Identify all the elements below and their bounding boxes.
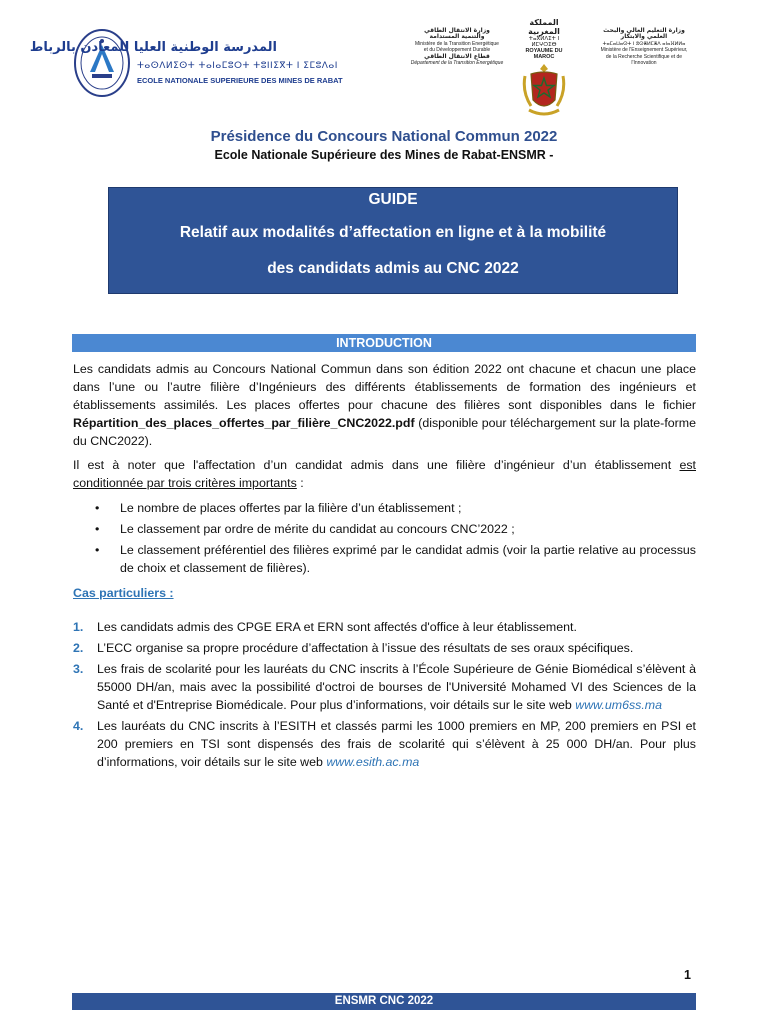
ministry-energy-arabic-1: وزارة الانتقال الطاقي [424, 27, 490, 34]
coat-of-arms-icon [521, 62, 567, 120]
special-cases-title: Cas particuliers : [73, 586, 174, 600]
ministry-energy-french-3: Département de la Transition Energétique [410, 60, 504, 67]
ministry-higher-ed-logo [596, 28, 692, 66]
item-number: 3. [73, 662, 84, 676]
criteria-emphasis: est conditionnée par trois critères importants [73, 458, 696, 490]
ministry-energy-french-1: Ministère de la Transition Energétique [415, 40, 499, 47]
ministry-energy-arabic-2: والتنمية المستدامة [429, 33, 485, 41]
ministry-higher-ed-arabic: وزارة التعليم العالي والبحث العلمي والابتكار [603, 27, 685, 41]
criteria-list [95, 499, 696, 580]
guide-subtitle-line-2: des candidats admis au CNC 2022 [267, 260, 519, 277]
places-file-name: Répartition_des_places_offertes_par_filière_CNC2022.pdf [73, 416, 415, 430]
um6ss-website-link[interactable]: www.um6ss.ma [575, 698, 663, 712]
introduction-heading: INTRODUCTION [72, 334, 696, 352]
guide-title: GUIDE [368, 191, 418, 208]
presidency-title: Présidence du Concours National Commun 2022 [210, 128, 558, 145]
criteria-text: Le nombre de places offertes par la filière d’un établissement ; [120, 501, 462, 515]
ensmr-arabic-name: المدرسة الوطنية العليا للمعادن بالرباط [29, 40, 277, 55]
list-item [95, 499, 696, 517]
footer-bar: ENSMR CNC 2022 [72, 993, 696, 1010]
list-item [73, 717, 696, 771]
kingdom-logo [516, 18, 572, 120]
kingdom-french: ROYAUME DU MAROC [525, 48, 563, 60]
ensmr-french-name: ECOLE NATIONALE SUPERIEURE DES MINES DE RABAT [137, 76, 343, 85]
ensmr-emblem-icon [73, 28, 131, 98]
criteria-text: Le classement préférentiel des filières exprimé par le candidat admis (voir la partie relative au processus de choix et classement de filières). [120, 543, 696, 575]
item-number: 4. [73, 719, 84, 733]
list-item [95, 520, 696, 538]
bullet-icon: • [95, 501, 100, 515]
school-subtitle: Ecole Nationale Supérieure des Mines de Rabat-ENSMR - [214, 148, 554, 162]
kingdom-tifinagh: ⵜⴰⴳⵍⴷⵉⵜ ⵏ ⵍⵎⵖⵔⵉⴱ [528, 36, 560, 48]
intro-paragraph-2-text-b: : [296, 476, 304, 490]
special-case-text: L’ECC organise sa propre procédure d’affectation à l’issue des résultats de ses oraux spécifiques. [97, 641, 634, 655]
special-case-text: Les candidats admis des CPGE ERA et ERN sont affectés d'office à leur établissement. [97, 620, 577, 634]
list-item [95, 541, 696, 577]
page-number: 1 [684, 968, 691, 982]
bullet-icon: • [95, 522, 100, 536]
guide-banner [108, 187, 678, 294]
special-case-text: Les frais de scolarité pour les lauréats du CNC inscrits à l’École Supérieure de Génie Biomédical s’élèvent à 55000 DH/an, mais avec la possibilité d'octroi de bourses de l'Université Mohamed VI des Sciences de la Santé et d'Entreprise Biomédicale. Pour plus d’informations, voir détails sur le site web [97, 662, 696, 712]
item-number: 1. [73, 620, 84, 634]
bullet-icon: • [95, 543, 100, 557]
criteria-text: Le classement par ordre de mérite du candidat au concours CNC’2022 ; [120, 522, 515, 536]
guide-subtitle-line-1: Relatif aux modalités d’affectation en ligne et à la mobilité [179, 224, 607, 241]
intro-paragraph-1-text-a: Les candidats admis au Concours National Commun dans son édition 2022 ont chacune et chacun une place dans l’une ou l’autre filière d’Ingénieurs des différents établissements de formation des ingénieurs et établissements assimilés. Les places offertes pour chacune des filières sont disponibles dans le fichier [73, 362, 696, 412]
esith-website-link[interactable]: www.esith.ac.ma [326, 755, 420, 769]
ministry-energy-arabic-3: قطاع الانتقال الطاقي [424, 52, 490, 60]
ministry-energy-logo [404, 28, 510, 66]
kingdom-arabic: المملكة المغربية [528, 18, 560, 36]
special-case-text: Les lauréats du CNC inscrits à l’ESITH et classés parmi les 1000 premiers en MP, 200 premiers en PSI et 200 premiers en TSI sont dispensés des frais de scolarité qui s’élèvent à 25 000 DH/an. Pour plus d’informations, voir détails sur le site web [97, 719, 696, 769]
intro-paragraph-1-text-b: (disponible pour téléchargement sur la plate-forme du CNC2022). [73, 416, 696, 448]
list-item [73, 660, 696, 714]
special-cases-list [73, 618, 696, 774]
list-item [73, 618, 696, 636]
ministry-higher-ed-french-2: de la Recherche Scientifique et de l'Innovation [605, 53, 683, 67]
list-item [73, 639, 696, 657]
ministry-higher-ed-tifinagh: ⵜⴰⵎⴰⵡⴰⵙⵜ ⵏ ⵓⵙⴻⵍⵎⴻⴷ ⴰⵏⴰⴼⵍⵍⴰ [602, 40, 686, 47]
intro-paragraph-2-text-a: Il est à noter que l'affectation d’un candidat admis dans une filière d’ingénieur d’un établissement [73, 458, 680, 472]
intro-paragraph-2 [73, 456, 696, 492]
ministry-energy-french-2: et du Développement Durable [423, 47, 491, 54]
intro-paragraph-1 [73, 360, 696, 450]
ensmr-tifinagh-name: ⵜⴰⵙⴷⵍⵉⵙⵜ ⵜⴰⵏⴰⵎⵓⵔⵜ ⵜⵓⵏⵏⵉⴳⵜ ⵏ ⵉⵎⵓⴷⴰⵏ [137, 61, 338, 71]
item-number: 2. [73, 641, 84, 655]
ministry-higher-ed-french-1: Ministère de l'Enseignement Supérieur, [600, 47, 688, 54]
